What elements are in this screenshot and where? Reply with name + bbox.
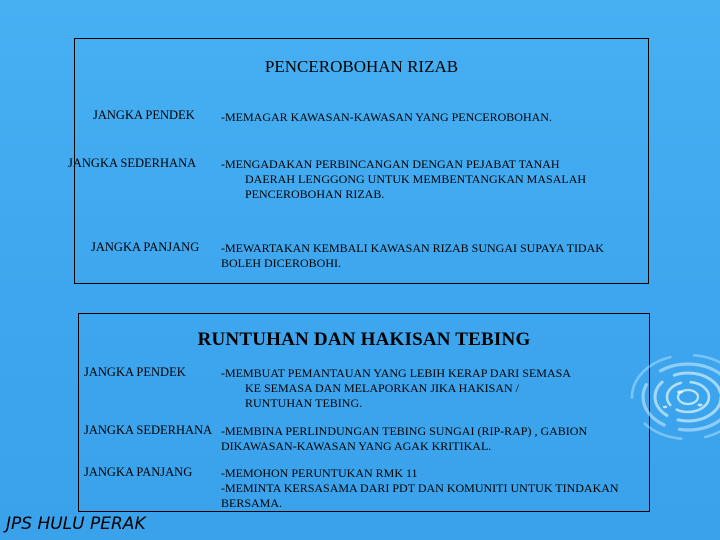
section2-row3-term: JANGKA PANJANG [84, 465, 193, 479]
section1-row2-desc: -MENGADAKAN PERBINCANGAN DENGAN PEJABAT TANAH DAERAH LENGGONG UNTUK MEMBENTANGKAN MASALAH PENCEROBOHAN RIZAB. [221, 157, 587, 201]
section1-row3-term: JANGKA PANJANG [91, 240, 200, 254]
section1-row1-desc: -MEMAGAR KAWASAN-KAWASAN YANG PENCEROBOHAN. [221, 110, 552, 124]
water-ripple-icon [620, 345, 720, 455]
section2-row3-desc: -MEMOHON PERUNTUKAN RMK 11 -MEMINTA KERSASAMA DARI PDT DAN KOMUNITI UNTUK TINDAKAN BERSAMA. [221, 466, 619, 510]
section2-row2-term: JANGKA SEDERHANA [84, 423, 213, 437]
section2-row2-desc: -MEMBINA PERLINDUNGAN TEBING SUNGAI (RIP-RAP) , GABION DIKAWASAN-KAWASAN YANG AGAK KRITIKAL. [221, 424, 588, 453]
section1-title: PENCEROBOHAN RIZAB [264, 57, 459, 76]
section1-row2-term: JANGKA SEDERHANA [68, 156, 197, 170]
pencerobohan-rizab-panel [68, 38, 649, 284]
section2-title: RUNTUHAN DAN HAKISAN TEBING [197, 329, 531, 350]
runtuhan-hakisan-tebing-panel [78, 313, 650, 512]
section1-row1-term: JANGKA PENDEK [93, 108, 195, 122]
section1-row3-desc: -MEWARTAKAN KEMBALI KAWASAN RIZAB SUNGAI SUPAYA TIDAK BOLEH DICEROBOHI. [221, 241, 604, 270]
section2-row1-desc: -MEMBUAT PEMANTAUAN YANG LEBIH KERAP DARI SEMASA KE SEMASA DAN MELAPORKAN JIKA HAKISAN / RUNTUHAN TEBING. [221, 366, 571, 410]
section2-row1-term: JANGKA PENDEK [84, 365, 186, 379]
footer-label: JPS HULU PERAK [6, 514, 146, 534]
